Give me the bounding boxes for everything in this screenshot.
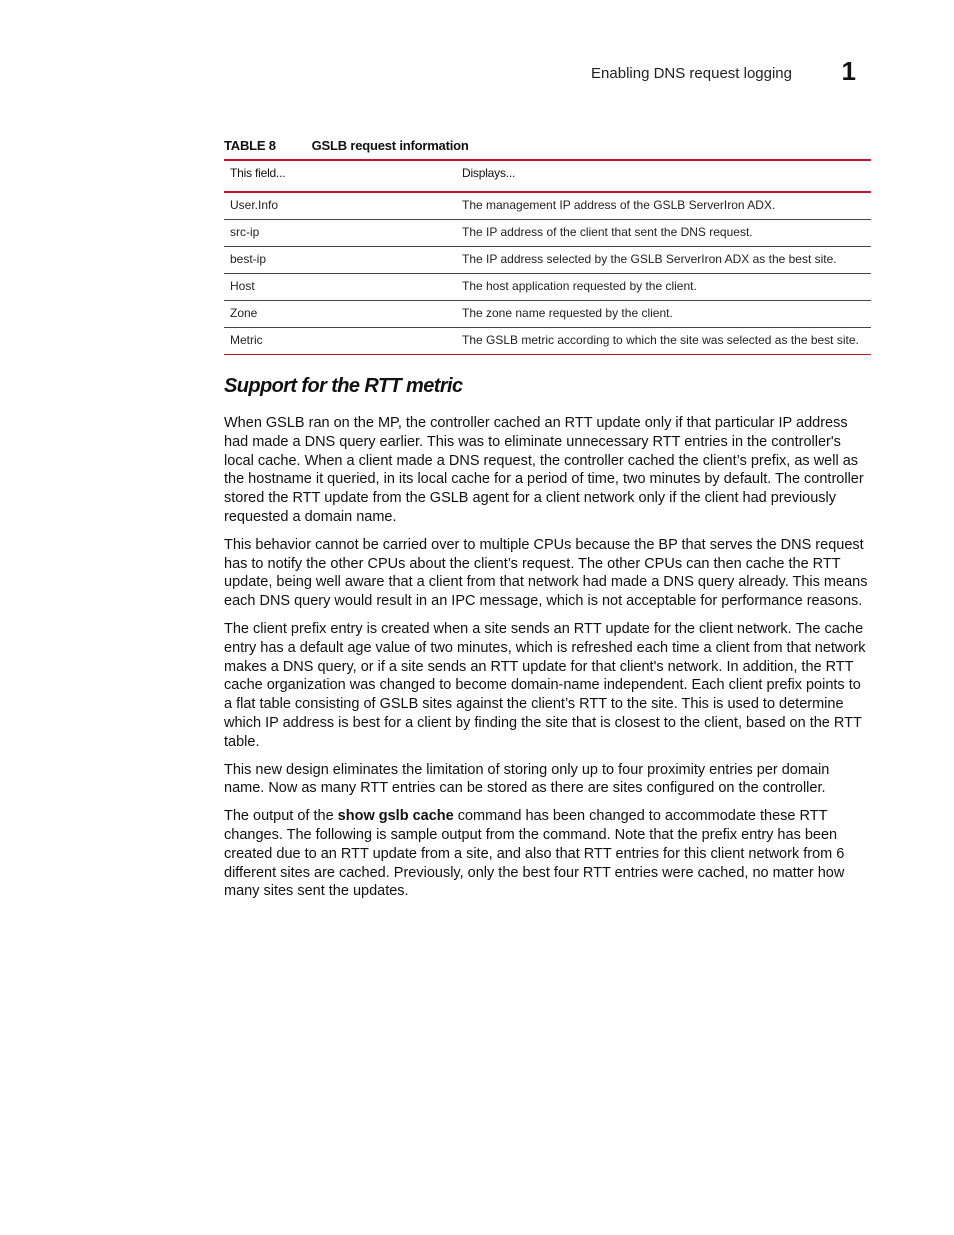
table-cell-field: best-ip	[230, 252, 267, 266]
table-caption	[224, 138, 870, 153]
table-cell-field: Metric	[230, 333, 263, 347]
table-row	[224, 192, 871, 220]
command-name: show gslb cache	[337, 808, 454, 825]
section-heading: Support for the RTT metric	[224, 375, 463, 397]
body-paragraph: This new design eliminates the limitation of storing only up to four proximity entries per domain name. Now as many RTT entries can be stored as there are sites configured on the controller.	[224, 761, 830, 797]
running-header	[560, 58, 860, 88]
table-cell-field: User.Info	[230, 198, 279, 212]
table-cell-field: Zone	[230, 306, 258, 320]
table-row	[224, 247, 871, 274]
table-cell-description: The IP address of the client that sent the DNS request.	[462, 225, 753, 239]
table-row	[224, 328, 871, 355]
section-body	[224, 414, 870, 910]
table-row	[224, 274, 871, 301]
column-header-displays: Displays...	[462, 166, 516, 180]
body-paragraph: When GSLB ran on the MP, the controller cached an RTT update only if that particular IP address had made a DNS query earlier. This was to eliminate unnecessary RTT entries in the controller's local cache. When a client made a DNS request, the controller cached the client’s prefix, as well as the hostname it queried, in its local cache for a period of time, two minutes by default. The controller stored the RTT update from the GSLB agent for a client network only if the client had previously requested a domain name.	[224, 415, 864, 525]
running-title: Enabling DNS request logging	[591, 65, 792, 82]
body-paragraph: This behavior cannot be carried over to multiple CPUs because the BP that serves the DNS request has to notify the other CPUs about the client’s request. The other CPUs can then cache the RTT update, being well aware that a client from that network had made a DNS query already. This means each DNS query would result in an IPC message, which is not acceptable for performance reasons.	[224, 536, 868, 610]
table-cell-description: The management IP address of the GSLB ServerIron ADX.	[462, 198, 776, 212]
table-cell-field: src-ip	[230, 225, 260, 239]
table-row	[224, 220, 871, 247]
table-row	[224, 301, 871, 328]
paragraph-text-after: command has been changed to accommodate these RTT changes. The following is sample output from the command. Note that the prefix entry has been created due to an RTT update from a site, and also that RTT entries for this client network from 6 different sites are cached. Previously, only the best four RTT entries were cached, no matter how many sites sent the updates.	[224, 808, 845, 900]
table-title: GSLB request information	[311, 138, 469, 153]
gslb-request-table	[224, 159, 871, 355]
table-cell-field: Host	[230, 279, 255, 293]
table-tag: TABLE 8	[224, 138, 276, 153]
paragraph-text-before: The output of the	[224, 808, 338, 825]
table-cell-description: The GSLB metric according to which the site was selected as the best site.	[462, 333, 859, 347]
body-paragraph-command	[224, 807, 870, 901]
chapter-number: 1	[841, 56, 856, 86]
column-header-field: This field...	[230, 166, 286, 180]
body-paragraph: The client prefix entry is created when a site sends an RTT update for the client network. The cache entry has a default age value of two minutes, which is refreshed each time a client from that network makes a DNS query, or if a site sends an RTT update for that client's network. In addition, the RTT cache organization was changed to become domain-name independent. Each client prefix points to a flat table consisting of GSLB sites against the client’s RTT to the site. This is used to determine which IP address is best for a client by finding the site that is closest to the client, based on the RTT table.	[224, 620, 866, 750]
table-cell-description: The IP address selected by the GSLB ServerIron ADX as the best site.	[462, 252, 837, 266]
table-cell-description: The zone name requested by the client.	[462, 306, 673, 320]
table-header-row	[224, 160, 871, 192]
table-cell-description: The host application requested by the client.	[462, 279, 697, 293]
